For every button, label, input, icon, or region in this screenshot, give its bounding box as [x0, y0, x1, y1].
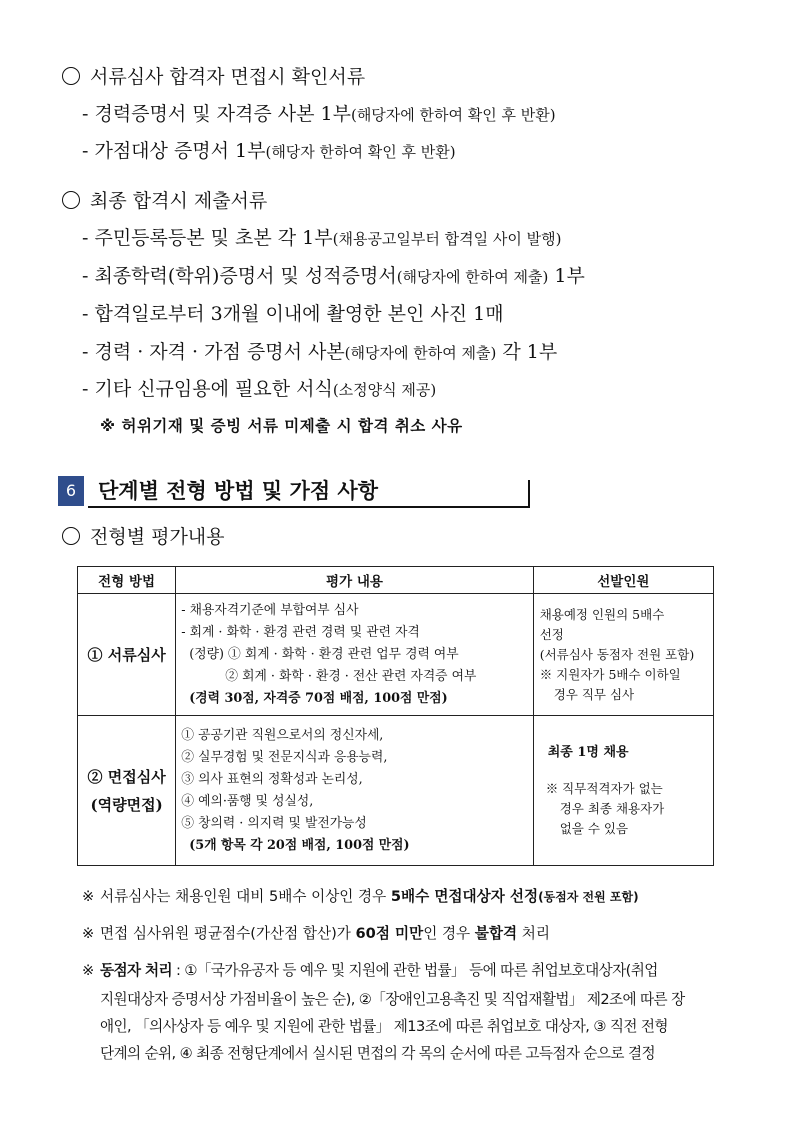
evaluation-table — [77, 566, 714, 866]
heading-rule — [528, 480, 530, 508]
section-6-heading — [58, 476, 472, 506]
section-title: 단계별 전형 방법 및 가점 사항 — [98, 479, 378, 503]
selection-cell: 최종 1명 채용 ※ 직무적격자가 없는 경우 최종 채용자가 없을 수 있음 — [533, 716, 713, 866]
note: ※ 서류심사는 채용인원 대비 5배수 이상인 경우 5배수 면접대상자 선정(동점자 전원 포함) — [82, 888, 639, 905]
selection-cell: 채용예정 인원의 5배수 선정 (서류심사 동점자 전원 포함) ※ 지원자가 5배수 이하일 경우 직무 심사 — [533, 594, 713, 716]
heading-underline — [88, 506, 528, 508]
circle-bullet-icon — [62, 527, 80, 545]
list-item: - 최종학력(학위)증명서 및 성적증명서(해당자에 한하여 제출) 1부 — [82, 265, 585, 287]
list-item: - 기타 신규임용에 필요한 서식(소정양식 제공) — [82, 378, 437, 400]
note-continuation: 지원대상자 증명서상 가점비율이 높은 순), ②「장애인고용촉진 및 직업재활법」 제2조에 따른 장 — [100, 991, 685, 1008]
list-item: - 경력 · 자격 · 가점 증명서 사본(해당자에 한하여 제출) 각 1부 — [82, 341, 558, 363]
note-continuation: 애인, 「의사상자 등 예우 및 지원에 관한 법률」 제13조에 따른 취업보호 대상자, ③ 직전 전형 — [100, 1018, 668, 1035]
content-cell: - 채용자격기준에 부합여부 심사 - 회계 · 화학 · 환경 관련 경력 및 관련 자격 (정량) ① 회계 · 화학 · 환경 관련 업무 경력 여부 ② 회계 · 화학 · 환경 · 전산 관련 자격증 여부 (경력 30점, 자격증 70점 배점, 100점 만점) — [176, 594, 533, 716]
column-header: 선발인원 — [533, 567, 713, 594]
column-header: 전형 방법 — [78, 567, 176, 594]
list-item: - 주민등록등본 및 초본 각 1부(채용공고일부터 합격일 사이 발행) — [82, 227, 562, 249]
warning-note: ※ 허위기재 및 증빙 서류 미제출 시 합격 취소 사유 — [100, 417, 463, 435]
list-item: - 가점대상 증명서 1부(해당자 한하여 확인 후 반환) — [82, 140, 456, 162]
list-item: - 경력증명서 및 자격증 사본 1부(해당자에 한하여 확인 후 반환) — [82, 103, 556, 125]
note-continuation: 단계의 순위, ④ 최종 전형단계에서 실시된 면접의 각 목의 순서에 따른 고득점자 순으로 결정 — [100, 1045, 655, 1062]
list-item: - 합격일로부터 3개월 이내에 촬영한 본인 사진 1매 — [82, 303, 504, 325]
table-row — [78, 594, 714, 716]
section-heading: 전형별 평가내용 — [62, 524, 225, 550]
section-heading: 서류심사 합격자 면접시 확인서류 — [62, 64, 365, 90]
table-row — [78, 716, 714, 866]
content-cell: ① 공공기관 직원으로서의 정신자세, ② 실무경험 및 전문지식과 응용능력, ③ 의사 표현의 정확성과 논리성, ④ 예의·품행 및 성실성, ⑤ 창의력 · 의지력 및 발전가능성 (5개 항목 각 20점 배점, 100점 만점) — [176, 716, 533, 866]
table-header-row — [78, 567, 714, 594]
note: ※ 면접 심사위원 평균점수(가산점 합산)가 60점 미만인 경우 불합격 처리 — [82, 925, 550, 942]
section-heading: 최종 합격시 제출서류 — [62, 188, 267, 214]
section-number-badge: 6 — [58, 476, 84, 506]
stage-cell: ① 서류심사 — [78, 594, 176, 716]
note: ※ 동점자 처리 : ①「국가유공자 등 예우 및 지원에 관한 법률」 등에 따른 취업보호대상자(취업 — [82, 962, 658, 979]
circle-bullet-icon — [62, 67, 80, 85]
column-header: 평가 내용 — [176, 567, 533, 594]
circle-bullet-icon — [62, 191, 80, 209]
stage-cell: ② 면접심사 (역량면접) — [78, 716, 176, 866]
